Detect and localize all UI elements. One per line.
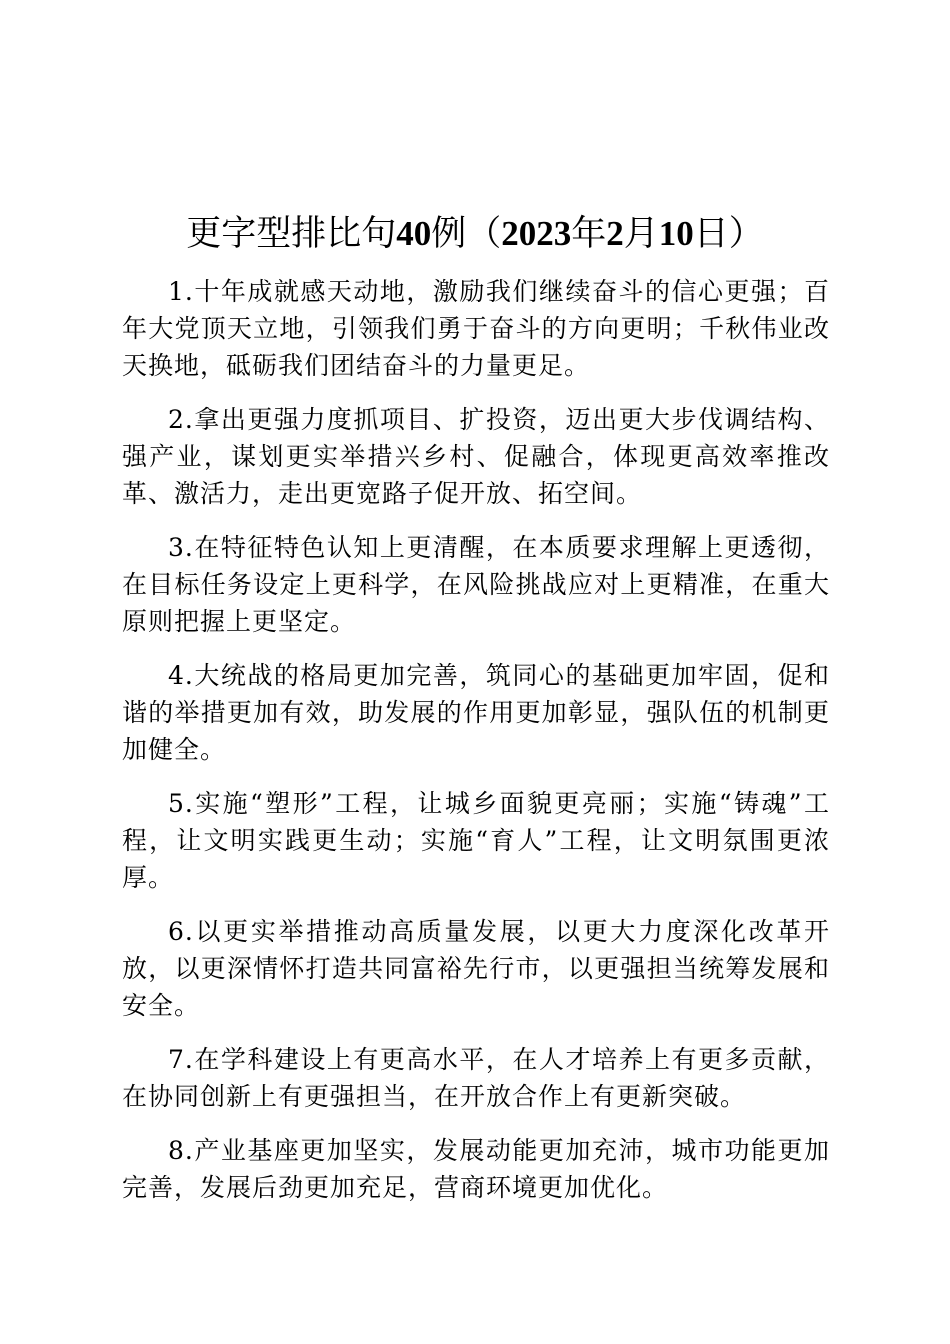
paragraph-4: 4.大统战的格局更加完善，筑同心的基础更加牢固，促和谐的举措更加有效，助发展的作用更加彰显，强队伍的机制更加健全。: [122, 661, 830, 764]
paragraph-3: 3.在特征特色认知上更清醒，在本质要求理解上更透彻，在目标任务设定上更科学，在风险挑战应对上更精准，在重大原则把握上更坚定。: [122, 533, 830, 636]
paragraph-7: 7.在学科建设上有更高水平，在人才培养上有更多贡献，在协同创新上有更强担当，在开放合作上有更新突破。: [122, 1045, 830, 1111]
title-number: 40: [396, 214, 432, 253]
document-body: [122, 273, 830, 1223]
document-title: [120, 211, 830, 257]
title-text: 年: [571, 214, 607, 254]
paragraph-1: 1.十年成就感天动地，激励我们继续奋斗的信心更强；百年大党顶天立地，引领我们勇于奋斗的方向更明；千秋伟业改天换地，砥砺我们团结奋斗的力量更足。: [122, 277, 830, 380]
title-text: 月: [623, 214, 659, 254]
paragraph-5: 5.实施“塑形”工程，让城乡面貌更亮丽；实施“铸魂”工程，让文明实践更生动；实施“育人”工程，让文明氛围更浓厚。: [122, 789, 830, 892]
title-month: 2: [606, 214, 624, 253]
paragraph-8: 8.产业基座更加坚实，发展动能更加充沛，城市功能更加完善，发展后劲更加充足，营商环境更加优化。: [122, 1136, 830, 1202]
title-text: 例（: [431, 214, 502, 254]
paragraph-6: 6.以更实举措推动高质量发展，以更大力度深化改革开放，以更深情怀打造共同富裕先行市，以更强担当统筹发展和安全。: [122, 917, 830, 1020]
title-year: 2023: [501, 214, 572, 253]
title-text: 更字型排比句: [186, 214, 397, 254]
title-text: 日）: [693, 214, 764, 254]
paragraph-2: 2.拿出更强力度抓项目、扩投资，迈出更大步伐调结构、强产业，谋划更实举措兴乡村、促融合，体现更高效率推改革、激活力，走出更宽路子促开放、拓空间。: [122, 405, 830, 508]
title-day: 10: [658, 214, 694, 253]
